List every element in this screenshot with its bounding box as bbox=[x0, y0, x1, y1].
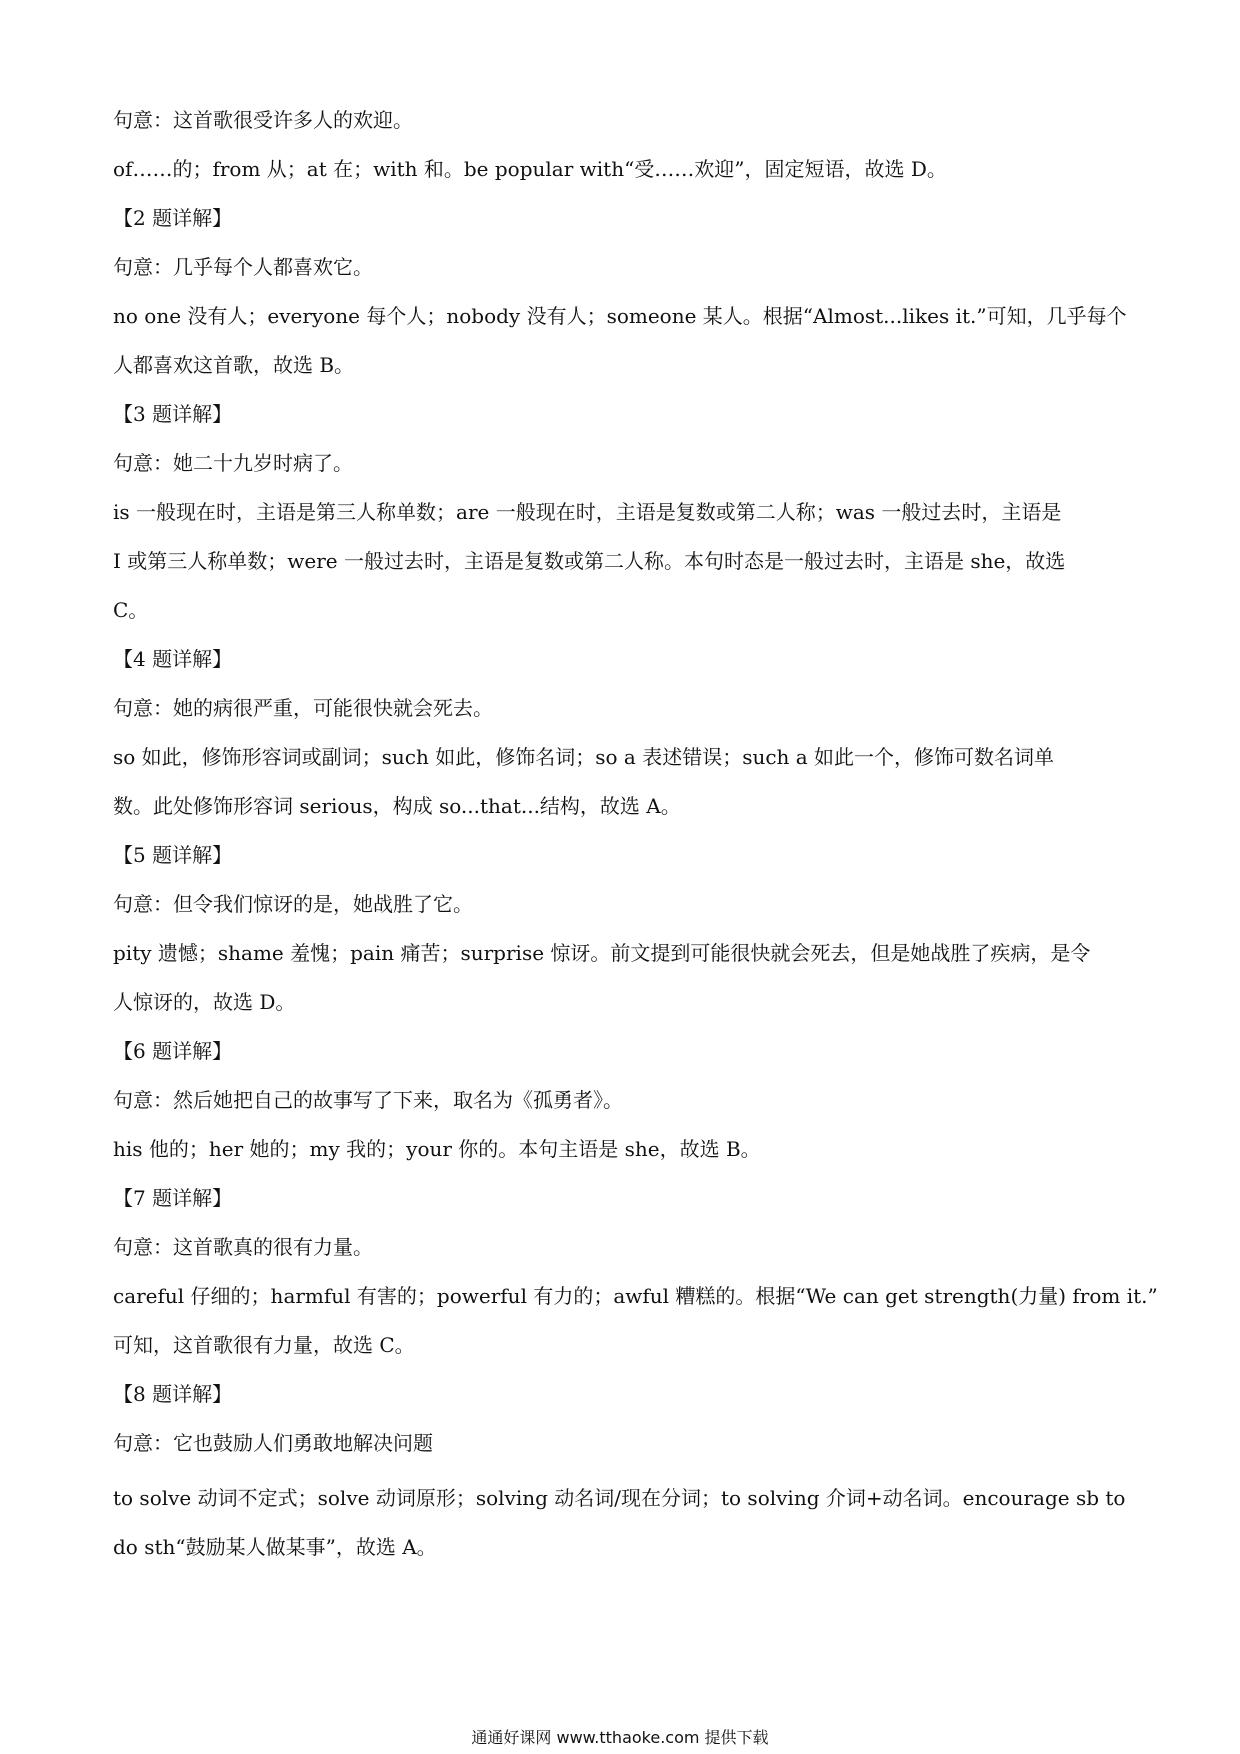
explanation-line: of……的；from 从；at 在；with 和。be popular with“受……欢迎”，固定短语，故选 D。 bbox=[113, 157, 947, 181]
explanation-line: so 如此，修饰形容词或副词；such 如此，修饰名词；so a 表述错误；such a 如此一个，修饰可数名词单 bbox=[113, 745, 1055, 769]
section-heading: 【7 题详解】 bbox=[113, 1186, 233, 1210]
explanation-line: 句意：这首歌很受许多人的欢迎。 bbox=[113, 108, 413, 132]
explanation-line: 数。此处修饰形容词 serious，构成 so...that...结构，故选 A。 bbox=[113, 794, 681, 818]
explanation-line: his 他的；her 她的；my 我的；your 你的。本句主语是 she，故选 B。 bbox=[113, 1137, 761, 1161]
explanation-line: to solve 动词不定式；solve 动词原形；solving 动名词/现在分词；to solving 介词+动名词。encourage sb to bbox=[113, 1486, 1126, 1510]
explanation-line: 句意：几乎每个人都喜欢它。 bbox=[113, 255, 373, 279]
section-heading: 【4 题详解】 bbox=[113, 647, 233, 671]
explanation-line: no one 没有人；everyone 每个人；nobody 没有人；someone 某人。根据“Almost...likes it.”可知，几乎每个 bbox=[113, 304, 1127, 328]
answer-explanations bbox=[113, 96, 1158, 1572]
section-heading: 【3 题详解】 bbox=[113, 402, 233, 426]
explanation-line: C。 bbox=[113, 598, 149, 622]
section-heading: 【6 题详解】 bbox=[113, 1039, 233, 1063]
section-heading: 【2 题详解】 bbox=[113, 206, 233, 230]
explanation-line: I 或第三人称单数；were 一般过去时，主语是复数或第二人称。本句时态是一般过去时，主语是 she，故选 bbox=[113, 549, 1066, 573]
explanation-line: 句意：这首歌真的很有力量。 bbox=[113, 1235, 373, 1259]
section-heading: 【5 题详解】 bbox=[113, 843, 233, 867]
section-heading: 【8 题详解】 bbox=[113, 1382, 233, 1406]
explanation-line: 句意：她二十九岁时病了。 bbox=[113, 451, 353, 475]
explanation-line: 可知，这首歌很有力量，故选 C。 bbox=[113, 1333, 415, 1357]
page-footer: 通通好课网 www.tthaoke.com 提供下载 bbox=[471, 1728, 769, 1747]
explanation-line: 句意：然后她把自己的故事写了下来，取名为《孤勇者》。 bbox=[113, 1088, 623, 1112]
explanation-line: 人都喜欢这首歌，故选 B。 bbox=[113, 353, 355, 377]
explanation-line: 句意：它也鼓励人们勇敢地解决问题 bbox=[113, 1431, 433, 1455]
explanation-line: 句意：但令我们惊讶的是，她战胜了它。 bbox=[113, 892, 473, 916]
explanation-line: 人惊讶的，故选 D。 bbox=[113, 990, 296, 1014]
explanation-line: do sth“鼓励某人做某事”，故选 A。 bbox=[113, 1535, 437, 1559]
explanation-line: is 一般现在时，主语是第三人称单数；are 一般现在时，主语是复数或第二人称；was 一般过去时，主语是 bbox=[113, 500, 1062, 524]
explanation-line: careful 仔细的；harmful 有害的；powerful 有力的；awful 糟糕的。根据“We can get strength(力量) from it.” bbox=[113, 1284, 1158, 1308]
explanation-line: 句意：她的病很严重，可能很快就会死去。 bbox=[113, 696, 493, 720]
explanation-line: pity 遗憾；shame 羞愧；pain 痛苦；surprise 惊讶。前文提到可能很快就会死去，但是她战胜了疾病，是令 bbox=[113, 941, 1091, 965]
